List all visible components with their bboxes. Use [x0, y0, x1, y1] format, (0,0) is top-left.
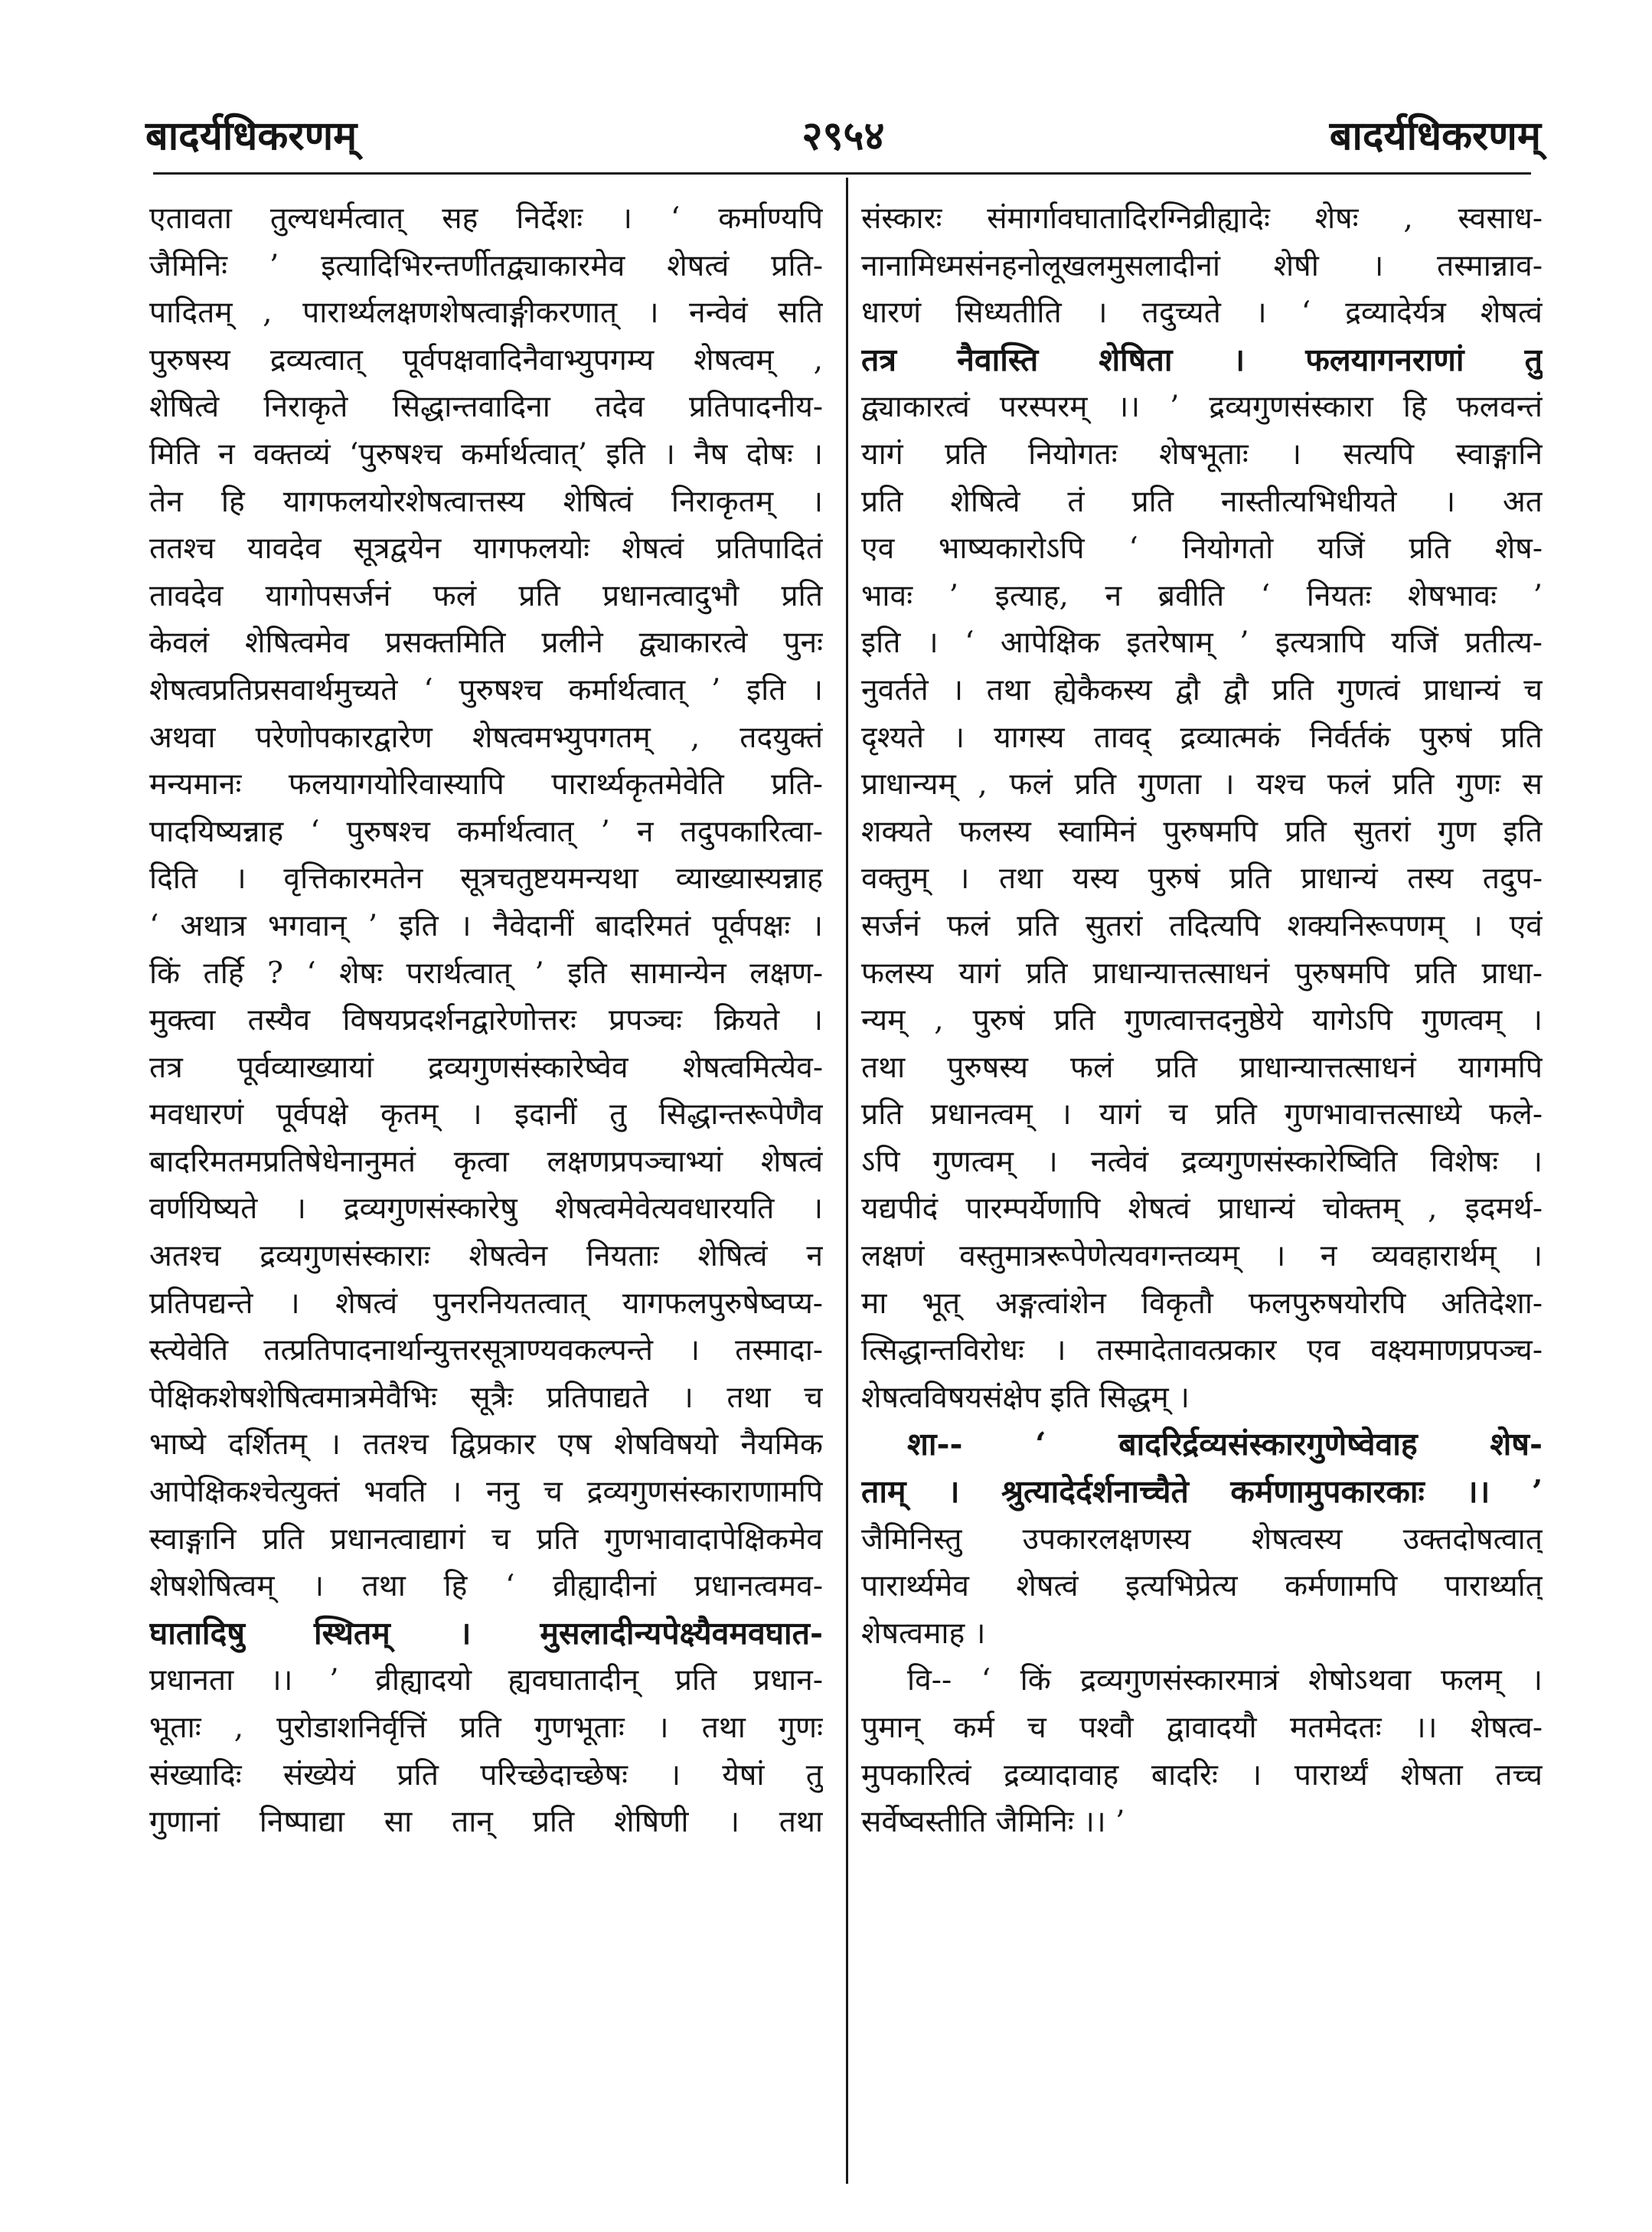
column-divider — [846, 178, 848, 2184]
text-line: न्यम् , पुरुषं प्रति गुणत्वात्तदनुष्ठेये यागेऽपि गुणत्वम् । — [861, 1003, 1543, 1038]
text-line: द्व्याकारत्वं परस्परम् ।। ’ द्रव्यगुणसंस्कारा हि फलवन्तं — [861, 390, 1543, 425]
text-line: स्त्येवेति तत्प्रतिपादनार्थान्युत्तरसूत्राण्यवकल्पन्ते । तस्मादा- — [149, 1333, 823, 1368]
text-line: ऽपि गुणत्वम् । नत्वेवं द्रव्यगुणसंस्कारेष्विति विशेषः । — [861, 1144, 1543, 1179]
text-line: सर्जनं फलं प्रति सुतरां तदित्यपि शक्यनिरूपणम् । एवं — [861, 908, 1543, 943]
text-line: भूताः , पुरोडाशनिर्वृत्तिं प्रति गुणभूताः । तथा गुणः — [149, 1711, 823, 1745]
verse-line: घातादिषु स्थितम् । मुसलादीन्यपेक्ष्यैवमवघात- — [149, 1614, 823, 1652]
text-line: अतश्च द्रव्यगुणसंस्काराः शेषत्वेन नियताः शेषित्वं न — [149, 1239, 823, 1274]
text-line: यद्यपीदं पारम्पर्येणापि शेषत्वं प्राधान्यं चोक्तम् , इदमर्थ- — [861, 1191, 1543, 1227]
text-line: तावदेव यागोपसर्जनं फलं प्रति प्रधानत्वादुभौ प्रति — [149, 578, 823, 613]
text-line: पादयिष्यन्नाह ‘ पुरुषश्च कर्मार्थत्वात् ’ न तदुपकारित्वा- — [149, 814, 823, 849]
text-line: स्वाङ्गानि प्रति प्रधानत्वाद्यागं च प्रति गुणभावादापेक्षिकमेव — [149, 1521, 823, 1557]
text-line: मवधारणं पूर्वपक्षे कृतम् । इदानीं तु सिद्धान्तरूपेणैव — [149, 1097, 823, 1132]
text-line: अथवा परेणोपकारद्वारेण शेषत्वमभ्युपगतम् , तदयुक्तं — [149, 720, 823, 755]
header-rule — [153, 172, 1531, 175]
text-line: ततश्च यावदेव सूत्रद्वयेन यागफलयोः शेषत्वं प्रतिपादितं — [149, 531, 823, 567]
page-number: २९५४ — [802, 113, 885, 159]
text-line: प्रति शेषित्वे तं प्रति नास्तीत्यभिधीयते । अत — [861, 484, 1543, 519]
running-title-left: बादर्यधिकरणम् — [145, 113, 357, 159]
text-line: भावः ’ इत्याह, न ब्रवीति ‘ नियतः शेषभावः ’ — [861, 578, 1543, 613]
text-line: शेषत्वप्रतिप्रसवार्थमुच्यते ‘ पुरुषश्च कर्मार्थत्वात् ’ इति । — [149, 672, 823, 708]
text-line: एव भाष्यकारोऽपि ‘ नियोगतो यजिं प्रति शेष- — [861, 531, 1543, 567]
text-line: तथा पुरुषस्य फलं प्रति प्राधान्यात्तत्साधनं यागमपि — [861, 1050, 1543, 1085]
text-line: पुमान् कर्म च पश्वौ द्वावादयौ मतमेदतः ।। शेषत्व- — [861, 1711, 1543, 1745]
text-line: एतावता तुल्यधर्मत्वात् सह निर्देशः । ‘ कर्माण्यपि — [149, 201, 823, 236]
text-line: शेषत्वमाह । — [861, 1616, 986, 1651]
text-line: मा भूत् अङ्गत्वांशेन विकृतौ फलपुरुषयोरपि अतिदेशा- — [861, 1286, 1543, 1321]
running-title-right: बादर्यधिकरणम् — [1329, 113, 1541, 159]
verse-line: तत्र नैवास्ति शेषिता । फलयागनराणां तु — [861, 341, 1543, 378]
left-column — [149, 195, 823, 1846]
text-line: धारणं सिध्यतीति । तदुच्यते । ‘ द्रव्यादेर्यत्र शेषत्वं — [861, 296, 1543, 331]
verse-line: ताम् । श्रुत्यादेर्दर्शनाच्चैते कर्मणामुपकारकाः ।। ’ — [861, 1473, 1543, 1511]
text-line: किं तर्हि ? ‘ शेषः परार्थत्वात् ’ इति सामान्येन लक्षण- — [149, 956, 823, 991]
verse-line: शा-- ‘ बादरिर्द्रव्यसंस्कारगुणेष्वेवाह शेष- — [907, 1426, 1543, 1463]
text-line: लक्षणं वस्तुमात्ररूपेणेत्यवगन्तव्यम् । न व्यवहारार्थम् । — [861, 1239, 1543, 1274]
text-line: फलस्य यागं प्रति प्राधान्यात्तत्साधनं पुरुषमपि प्रति प्राधा- — [861, 956, 1543, 991]
text-line: शक्यते फलस्य स्वामिनं पुरुषमपि प्रति सुतरां गुण इति — [861, 814, 1543, 849]
text-line: पादितम् , पारार्थ्यलक्षणशेषत्वाङ्गीकरणात् । नन्वेवं सति — [149, 296, 823, 331]
text-line: इति । ‘ आपेक्षिक इतरेषाम् ’ इत्यत्रापि यजिं प्रतीत्य- — [861, 626, 1543, 661]
text-line: मुपकारित्वं द्रव्यादावाह बादरिः । पारार्थ्यं शेषता तच्च — [861, 1757, 1543, 1792]
text-line: जैमिनिस्तु उपकारलक्षणस्य शेषत्वस्य उक्तदोषत्वात् — [861, 1521, 1543, 1557]
text-line: ‘ अथात्र भगवान् ’ इति । नैवेदानीं बादरिमतं पूर्वपक्षः । — [149, 908, 823, 943]
right-column — [861, 195, 1543, 1846]
text-line: शेषत्वविषयसंक्षेप इति सिद्धम् । — [861, 1380, 1190, 1415]
text-line: जैमिनिः ’ इत्यादिभिरन्तर्णीतद्व्याकारमेव शेषत्वं प्रति- — [149, 248, 823, 283]
text-line: नुवर्तते । तथा ह्येकैकस्य द्वौ द्वौ प्रति गुणत्वं प्राधान्यं च — [861, 672, 1543, 708]
text-line: तत्र पूर्वव्याख्यायां द्रव्यगुणसंस्कारेष्वेव शेषत्वमित्येव- — [149, 1050, 823, 1085]
text-line: वि-- ‘ किं द्रव्यगुणसंस्कारमात्रं शेषोऽथवा फलम् । — [907, 1663, 1543, 1698]
text-line: प्रतिपद्यन्ते । शेषत्वं पुनरनियतत्वात् यागफलपुरुषेष्वप्य- — [149, 1286, 823, 1321]
text-line: दृश्यते । यागस्य तावद् द्रव्यात्मकं निर्वर्तकं पुरुषं प्रति — [861, 720, 1543, 755]
page-header — [145, 107, 1541, 161]
text-line: बादरिमतमप्रतिषेधेनानुमतं कृत्वा लक्षणप्रपञ्चाभ्यां शेषत्वं — [149, 1144, 823, 1179]
text-line: पारार्थ्यमेव शेषत्वं इत्यभिप्रेत्य कर्मणामपि पारार्थ्यात् — [861, 1569, 1543, 1604]
text-line: नानामिध्मसंनहनोलूखलमुसलादीनां शेषी । तस्मान्नाव- — [861, 248, 1543, 283]
text-line: प्रति प्रधानत्वम् । यागं च प्रति गुणभावात्तत्साध्ये फले- — [861, 1097, 1543, 1132]
text-line: त्सिद्धान्तविरोधः । तस्मादेतावत्प्रकार एव वक्ष्यमाणप्रपञ्च- — [861, 1333, 1543, 1368]
text-line: संस्कारः संमार्गावघातादिरग्निव्रीह्यादेः शेषः , स्वसाध- — [861, 201, 1543, 236]
text-line: मिति न वक्तव्यं ‘पुरुषश्च कर्मार्थत्वात्’ इति । नैष दोषः । — [149, 436, 823, 472]
text-line: भाष्ये दर्शितम् । ततश्च द्विप्रकार एष शेषविषयो नैयमिक — [149, 1427, 823, 1462]
text-line: पेक्षिकशेषशेषित्वमात्रमेवैभिः सूत्रैः प्रतिपाद्यते । तथा च — [149, 1380, 823, 1415]
text-line: यागं प्रति नियोगतः शेषभूताः । सत्यपि स्वाङ्गानि — [861, 436, 1543, 472]
text-line: दिति । वृत्तिकारमतेन सूत्रचतुष्टयमन्यथा व्याख्यास्यन्नाह — [149, 861, 823, 897]
text-line: पुरुषस्य द्रव्यत्वात् पूर्वपक्षवादिनैवाभ्युपगम्य शेषत्वम् , — [149, 342, 823, 377]
text-line: मुक्त्वा तस्यैव विषयप्रदर्शनद्वारेणोत्तरः प्रपञ्चः क्रियते । — [149, 1003, 823, 1038]
text-line: गुणानां निष्पाद्या सा तान् प्रति शेषिणी । तथा — [149, 1805, 823, 1840]
text-line: सर्वेष्वस्तीति जैमिनिः ।। ’ — [861, 1805, 1125, 1840]
text-line: आपेक्षिकश्चेत्युक्तं भवति । ननु च द्रव्यगुणसंस्काराणामपि — [149, 1475, 823, 1510]
text-line: शेषित्वे निराकृते सिद्धान्तवादिना तदेव प्रतिपादनीय- — [149, 390, 823, 425]
text-line: संख्यादिः संख्येयं प्रति परिच्छेदाच्छेषः । येषां तु — [149, 1757, 823, 1792]
text-line: वक्तुम् । तथा यस्य पुरुषं प्रति प्राधान्यं तस्य तदुप- — [861, 861, 1543, 897]
text-line: मन्यमानः फलयागयोरिवास्यापि पारार्थ्यकृतमेवेति प्रति- — [149, 767, 823, 802]
text-line: वर्णयिष्यते । द्रव्यगुणसंस्कारेषु शेषत्वमेवेत्यवधारयति । — [149, 1191, 823, 1227]
text-line: प्राधान्यम् , फलं प्रति गुणता । यश्च फलं प्रति गुणः स — [861, 767, 1543, 802]
text-line: तेन हि यागफलयोरशेषत्वात्तस्य शेषित्वं निराकृतम् । — [149, 484, 823, 519]
text-line: प्रधानता ।। ’ व्रीह्यादयो ह्यवघातादीन् प्रति प्रधान- — [149, 1663, 823, 1698]
text-line: शेषशेषित्वम् । तथा हि ‘ व्रीह्यादीनां प्रधानत्वमव- — [149, 1569, 823, 1604]
text-line: केवलं शेषित्वमेव प्रसक्तमिति प्रलीने द्व्याकारत्वे पुनः — [149, 626, 823, 661]
